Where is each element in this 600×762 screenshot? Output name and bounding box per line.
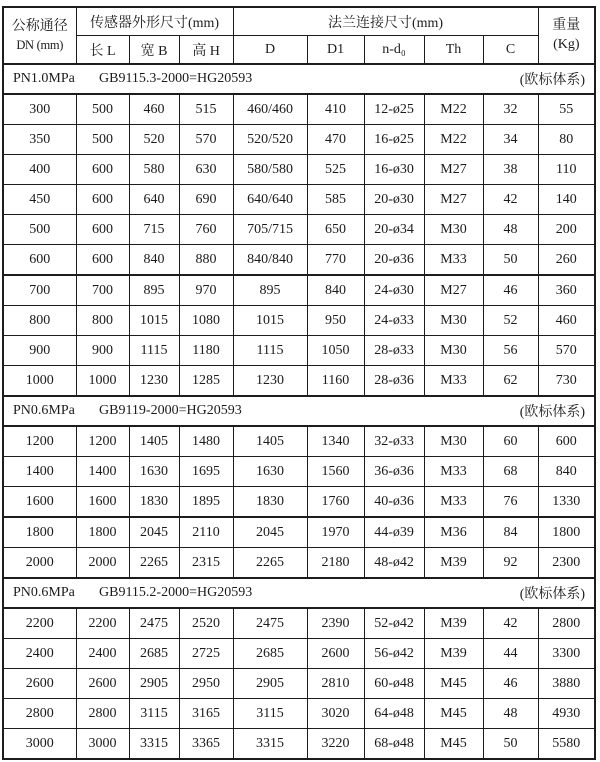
cell-c: 32: [483, 94, 538, 125]
cell-dn: 2200: [3, 608, 76, 639]
cell-n-d0: 16-ø30: [364, 155, 424, 185]
cell-d1: 470: [307, 125, 364, 155]
section-header-cell: [3, 64, 595, 94]
cell-length-l: 700: [76, 275, 129, 306]
cell-weight: 730: [538, 366, 595, 397]
cell-height-h: 3365: [179, 729, 233, 760]
cell-length-l: 2600: [76, 669, 129, 699]
cell-height-h: 2950: [179, 669, 233, 699]
cell-height-h: 1695: [179, 457, 233, 487]
header-nominal-diameter-line1: 公称通径: [11, 18, 68, 34]
cell-c: 62: [483, 366, 538, 397]
cell-d1: 650: [307, 215, 364, 245]
cell-weight: 200: [538, 215, 595, 245]
cell-length-l: 600: [76, 215, 129, 245]
table-row: [3, 306, 595, 336]
cell-d: 460/460: [233, 94, 307, 125]
cell-c: 52: [483, 306, 538, 336]
cell-d1: 1050: [307, 336, 364, 366]
table-row: [3, 94, 595, 125]
cell-dn: 350: [3, 125, 76, 155]
cell-length-l: 2000: [76, 548, 129, 579]
cell-c: 46: [483, 275, 538, 306]
cell-height-h: 2520: [179, 608, 233, 639]
cell-c: 34: [483, 125, 538, 155]
cell-height-h: 1480: [179, 426, 233, 457]
cell-c: 38: [483, 155, 538, 185]
cell-width-b: 895: [129, 275, 179, 306]
cell-d1: 1760: [307, 487, 364, 518]
cell-th: M36: [424, 517, 483, 548]
subheader-width-b: 宽 B: [129, 36, 179, 65]
cell-d1: 410: [307, 94, 364, 125]
cell-height-h: 2110: [179, 517, 233, 548]
cell-th: M22: [424, 125, 483, 155]
cell-dn: 600: [3, 245, 76, 276]
cell-n-d0: 12-ø25: [364, 94, 424, 125]
cell-n-d0: 24-ø33: [364, 306, 424, 336]
header-sensor-dimensions-group: 传感器外形尺寸(mm): [76, 7, 233, 36]
cell-th: M30: [424, 306, 483, 336]
cell-height-h: 1895: [179, 487, 233, 518]
cell-c: 56: [483, 336, 538, 366]
cell-length-l: 500: [76, 94, 129, 125]
cell-height-h: 1080: [179, 306, 233, 336]
header-weight-line1: 重量: [552, 17, 581, 33]
cell-d1: 2810: [307, 669, 364, 699]
cell-length-l: 1000: [76, 366, 129, 397]
section-header-row: [3, 396, 595, 426]
cell-d1: 1340: [307, 426, 364, 457]
table-row: [3, 125, 595, 155]
cell-th: M27: [424, 155, 483, 185]
pressure-rating-label: PN0.6MPa: [13, 585, 75, 600]
cell-c: 60: [483, 426, 538, 457]
cell-d: 2265: [233, 548, 307, 579]
cell-d: 640/640: [233, 185, 307, 215]
cell-c: 48: [483, 215, 538, 245]
cell-d1: 585: [307, 185, 364, 215]
euro-standard-note: (欧标体系): [519, 73, 586, 88]
cell-c: 76: [483, 487, 538, 518]
cell-length-l: 1600: [76, 487, 129, 518]
cell-th: M45: [424, 669, 483, 699]
pressure-rating-label: PN1.0MPa: [13, 71, 75, 86]
cell-weight: 840: [538, 457, 595, 487]
cell-weight: 570: [538, 336, 595, 366]
subheader-th: Th: [424, 36, 483, 65]
flange-dimension-table: [2, 6, 596, 760]
cell-th: M45: [424, 729, 483, 760]
cell-n-d0: 16-ø25: [364, 125, 424, 155]
cell-d1: 1560: [307, 457, 364, 487]
cell-length-l: 2200: [76, 608, 129, 639]
cell-d: 840/840: [233, 245, 307, 276]
cell-weight: 55: [538, 94, 595, 125]
cell-length-l: 1200: [76, 426, 129, 457]
table-row: [3, 215, 595, 245]
table-row: [3, 699, 595, 729]
cell-weight: 1800: [538, 517, 595, 548]
cell-n-d0: 20-ø36: [364, 245, 424, 276]
cell-dn: 700: [3, 275, 76, 306]
cell-n-d0: 36-ø36: [364, 457, 424, 487]
cell-d1: 840: [307, 275, 364, 306]
cell-d: 3315: [233, 729, 307, 760]
table-row: [3, 457, 595, 487]
cell-height-h: 3165: [179, 699, 233, 729]
cell-d1: 2600: [307, 639, 364, 669]
cell-width-b: 1630: [129, 457, 179, 487]
euro-standard-note: (欧标体系): [519, 405, 586, 420]
cell-d1: 3220: [307, 729, 364, 760]
cell-width-b: 2045: [129, 517, 179, 548]
cell-c: 48: [483, 699, 538, 729]
cell-width-b: 3315: [129, 729, 179, 760]
cell-dn: 400: [3, 155, 76, 185]
table-row: [3, 608, 595, 639]
cell-d: 520/520: [233, 125, 307, 155]
cell-d: 895: [233, 275, 307, 306]
cell-width-b: 2685: [129, 639, 179, 669]
subheader-c: C: [483, 36, 538, 65]
cell-d1: 1970: [307, 517, 364, 548]
cell-width-b: 1405: [129, 426, 179, 457]
cell-weight: 1330: [538, 487, 595, 518]
cell-n-d0: 40-ø36: [364, 487, 424, 518]
cell-d: 1405: [233, 426, 307, 457]
cell-th: M33: [424, 366, 483, 397]
cell-c: 68: [483, 457, 538, 487]
cell-d1: 950: [307, 306, 364, 336]
cell-height-h: 515: [179, 94, 233, 125]
section-1: [3, 64, 595, 396]
cell-th: M30: [424, 215, 483, 245]
cell-length-l: 1400: [76, 457, 129, 487]
table-row: [3, 426, 595, 457]
subheader-n-d0: n-d₀: [364, 36, 424, 65]
cell-height-h: 570: [179, 125, 233, 155]
table-row: [3, 669, 595, 699]
cell-d1: 2180: [307, 548, 364, 579]
cell-dn: 2000: [3, 548, 76, 579]
cell-n-d0: 64-ø48: [364, 699, 424, 729]
header-weight: [538, 7, 595, 64]
cell-weight: 3300: [538, 639, 595, 669]
section-header-row: [3, 578, 595, 608]
cell-d1: 770: [307, 245, 364, 276]
cell-weight: 110: [538, 155, 595, 185]
cell-width-b: 460: [129, 94, 179, 125]
table-row: [3, 245, 595, 276]
section-3: [3, 578, 595, 759]
cell-height-h: 2315: [179, 548, 233, 579]
cell-dn: 1400: [3, 457, 76, 487]
cell-height-h: 690: [179, 185, 233, 215]
euro-standard-note: (欧标体系): [519, 587, 586, 602]
cell-height-h: 760: [179, 215, 233, 245]
cell-n-d0: 20-ø34: [364, 215, 424, 245]
cell-height-h: 2725: [179, 639, 233, 669]
cell-dn: 2600: [3, 669, 76, 699]
cell-th: M30: [424, 336, 483, 366]
cell-c: 42: [483, 608, 538, 639]
cell-height-h: 630: [179, 155, 233, 185]
section-header-row: [3, 64, 595, 94]
cell-dn: 300: [3, 94, 76, 125]
cell-n-d0: 44-ø39: [364, 517, 424, 548]
cell-th: M27: [424, 275, 483, 306]
section-2: [3, 396, 595, 578]
cell-height-h: 880: [179, 245, 233, 276]
cell-th: M27: [424, 185, 483, 215]
cell-c: 84: [483, 517, 538, 548]
cell-n-d0: 28-ø36: [364, 366, 424, 397]
cell-dn: 900: [3, 336, 76, 366]
cell-dn: 1000: [3, 366, 76, 397]
cell-width-b: 715: [129, 215, 179, 245]
cell-th: M33: [424, 487, 483, 518]
cell-d: 705/715: [233, 215, 307, 245]
table-row: [3, 548, 595, 579]
standard-code-label: GB9115.2-2000=HG20593: [99, 585, 253, 600]
table-header: [3, 7, 595, 64]
header-row-groups: [3, 7, 595, 36]
cell-width-b: 1830: [129, 487, 179, 518]
cell-c: 46: [483, 669, 538, 699]
table-row: [3, 275, 595, 306]
cell-weight: 2300: [538, 548, 595, 579]
cell-length-l: 600: [76, 185, 129, 215]
cell-length-l: 1800: [76, 517, 129, 548]
cell-width-b: 580: [129, 155, 179, 185]
cell-dn: 3000: [3, 729, 76, 760]
cell-width-b: 1230: [129, 366, 179, 397]
cell-length-l: 600: [76, 245, 129, 276]
cell-d: 2475: [233, 608, 307, 639]
subheader-height-h: 高 H: [179, 36, 233, 65]
table-row: [3, 366, 595, 397]
cell-height-h: 1285: [179, 366, 233, 397]
cell-d: 580/580: [233, 155, 307, 185]
cell-width-b: 520: [129, 125, 179, 155]
cell-th: M33: [424, 457, 483, 487]
cell-n-d0: 68-ø48: [364, 729, 424, 760]
cell-n-d0: 48-ø42: [364, 548, 424, 579]
header-nominal-diameter-line2: DN (mm): [16, 37, 64, 52]
cell-n-d0: 60-ø48: [364, 669, 424, 699]
cell-n-d0: 24-ø30: [364, 275, 424, 306]
cell-width-b: 1115: [129, 336, 179, 366]
cell-dn: 450: [3, 185, 76, 215]
cell-d: 3115: [233, 699, 307, 729]
cell-d: 2905: [233, 669, 307, 699]
cell-d: 1015: [233, 306, 307, 336]
cell-weight: 140: [538, 185, 595, 215]
standard-code-label: GB9115.3-2000=HG20593: [99, 71, 253, 86]
cell-height-h: 970: [179, 275, 233, 306]
table-row: [3, 639, 595, 669]
cell-width-b: 2475: [129, 608, 179, 639]
subheader-d: D: [233, 36, 307, 65]
cell-length-l: 500: [76, 125, 129, 155]
cell-dn: 1600: [3, 487, 76, 518]
cell-d: 2685: [233, 639, 307, 669]
cell-width-b: 840: [129, 245, 179, 276]
cell-dn: 800: [3, 306, 76, 336]
header-flange-dimensions-group: 法兰连接尺寸(mm): [233, 7, 538, 36]
cell-c: 92: [483, 548, 538, 579]
cell-dn: 2400: [3, 639, 76, 669]
cell-width-b: 3115: [129, 699, 179, 729]
cell-weight: 2800: [538, 608, 595, 639]
cell-c: 50: [483, 729, 538, 760]
cell-th: M39: [424, 548, 483, 579]
cell-width-b: 2905: [129, 669, 179, 699]
cell-n-d0: 56-ø42: [364, 639, 424, 669]
cell-n-d0: 32-ø33: [364, 426, 424, 457]
cell-dn: 2800: [3, 699, 76, 729]
cell-d: 1115: [233, 336, 307, 366]
cell-height-h: 1180: [179, 336, 233, 366]
cell-d1: 1160: [307, 366, 364, 397]
cell-th: M39: [424, 639, 483, 669]
cell-d1: 525: [307, 155, 364, 185]
section-header-cell: [3, 578, 595, 608]
header-row-columns: [3, 36, 595, 65]
cell-weight: 3880: [538, 669, 595, 699]
cell-d: 1630: [233, 457, 307, 487]
header-weight-line2: (Kg): [553, 36, 580, 52]
subheader-length-l: 长 L: [76, 36, 129, 65]
cell-weight: 460: [538, 306, 595, 336]
cell-n-d0: 52-ø42: [364, 608, 424, 639]
cell-length-l: 800: [76, 306, 129, 336]
cell-d: 1230: [233, 366, 307, 397]
header-nominal-diameter: [3, 7, 76, 64]
cell-d: 2045: [233, 517, 307, 548]
cell-c: 42: [483, 185, 538, 215]
table-row: [3, 155, 595, 185]
cell-n-d0: 28-ø33: [364, 336, 424, 366]
cell-weight: 80: [538, 125, 595, 155]
cell-n-d0: 20-ø30: [364, 185, 424, 215]
table-row: [3, 487, 595, 518]
cell-th: M45: [424, 699, 483, 729]
pressure-rating-label: PN0.6MPa: [13, 403, 75, 418]
cell-th: M22: [424, 94, 483, 125]
section-header-cell: [3, 396, 595, 426]
cell-weight: 4930: [538, 699, 595, 729]
cell-width-b: 1015: [129, 306, 179, 336]
cell-th: M39: [424, 608, 483, 639]
cell-dn: 500: [3, 215, 76, 245]
cell-length-l: 3000: [76, 729, 129, 760]
cell-length-l: 2800: [76, 699, 129, 729]
cell-width-b: 640: [129, 185, 179, 215]
cell-dn: 1800: [3, 517, 76, 548]
cell-d: 1830: [233, 487, 307, 518]
table-row: [3, 729, 595, 760]
standard-code-label: GB9119-2000=HG20593: [99, 403, 242, 418]
table-row: [3, 336, 595, 366]
cell-length-l: 600: [76, 155, 129, 185]
cell-d1: 2390: [307, 608, 364, 639]
cell-weight: 600: [538, 426, 595, 457]
subheader-d1: D1: [307, 36, 364, 65]
cell-dn: 1200: [3, 426, 76, 457]
cell-width-b: 2265: [129, 548, 179, 579]
cell-c: 44: [483, 639, 538, 669]
table-row: [3, 517, 595, 548]
cell-length-l: 2400: [76, 639, 129, 669]
cell-th: M30: [424, 426, 483, 457]
table-row: [3, 185, 595, 215]
cell-d1: 3020: [307, 699, 364, 729]
cell-th: M33: [424, 245, 483, 276]
cell-weight: 360: [538, 275, 595, 306]
cell-weight: 5580: [538, 729, 595, 760]
cell-weight: 260: [538, 245, 595, 276]
cell-length-l: 900: [76, 336, 129, 366]
cell-c: 50: [483, 245, 538, 276]
